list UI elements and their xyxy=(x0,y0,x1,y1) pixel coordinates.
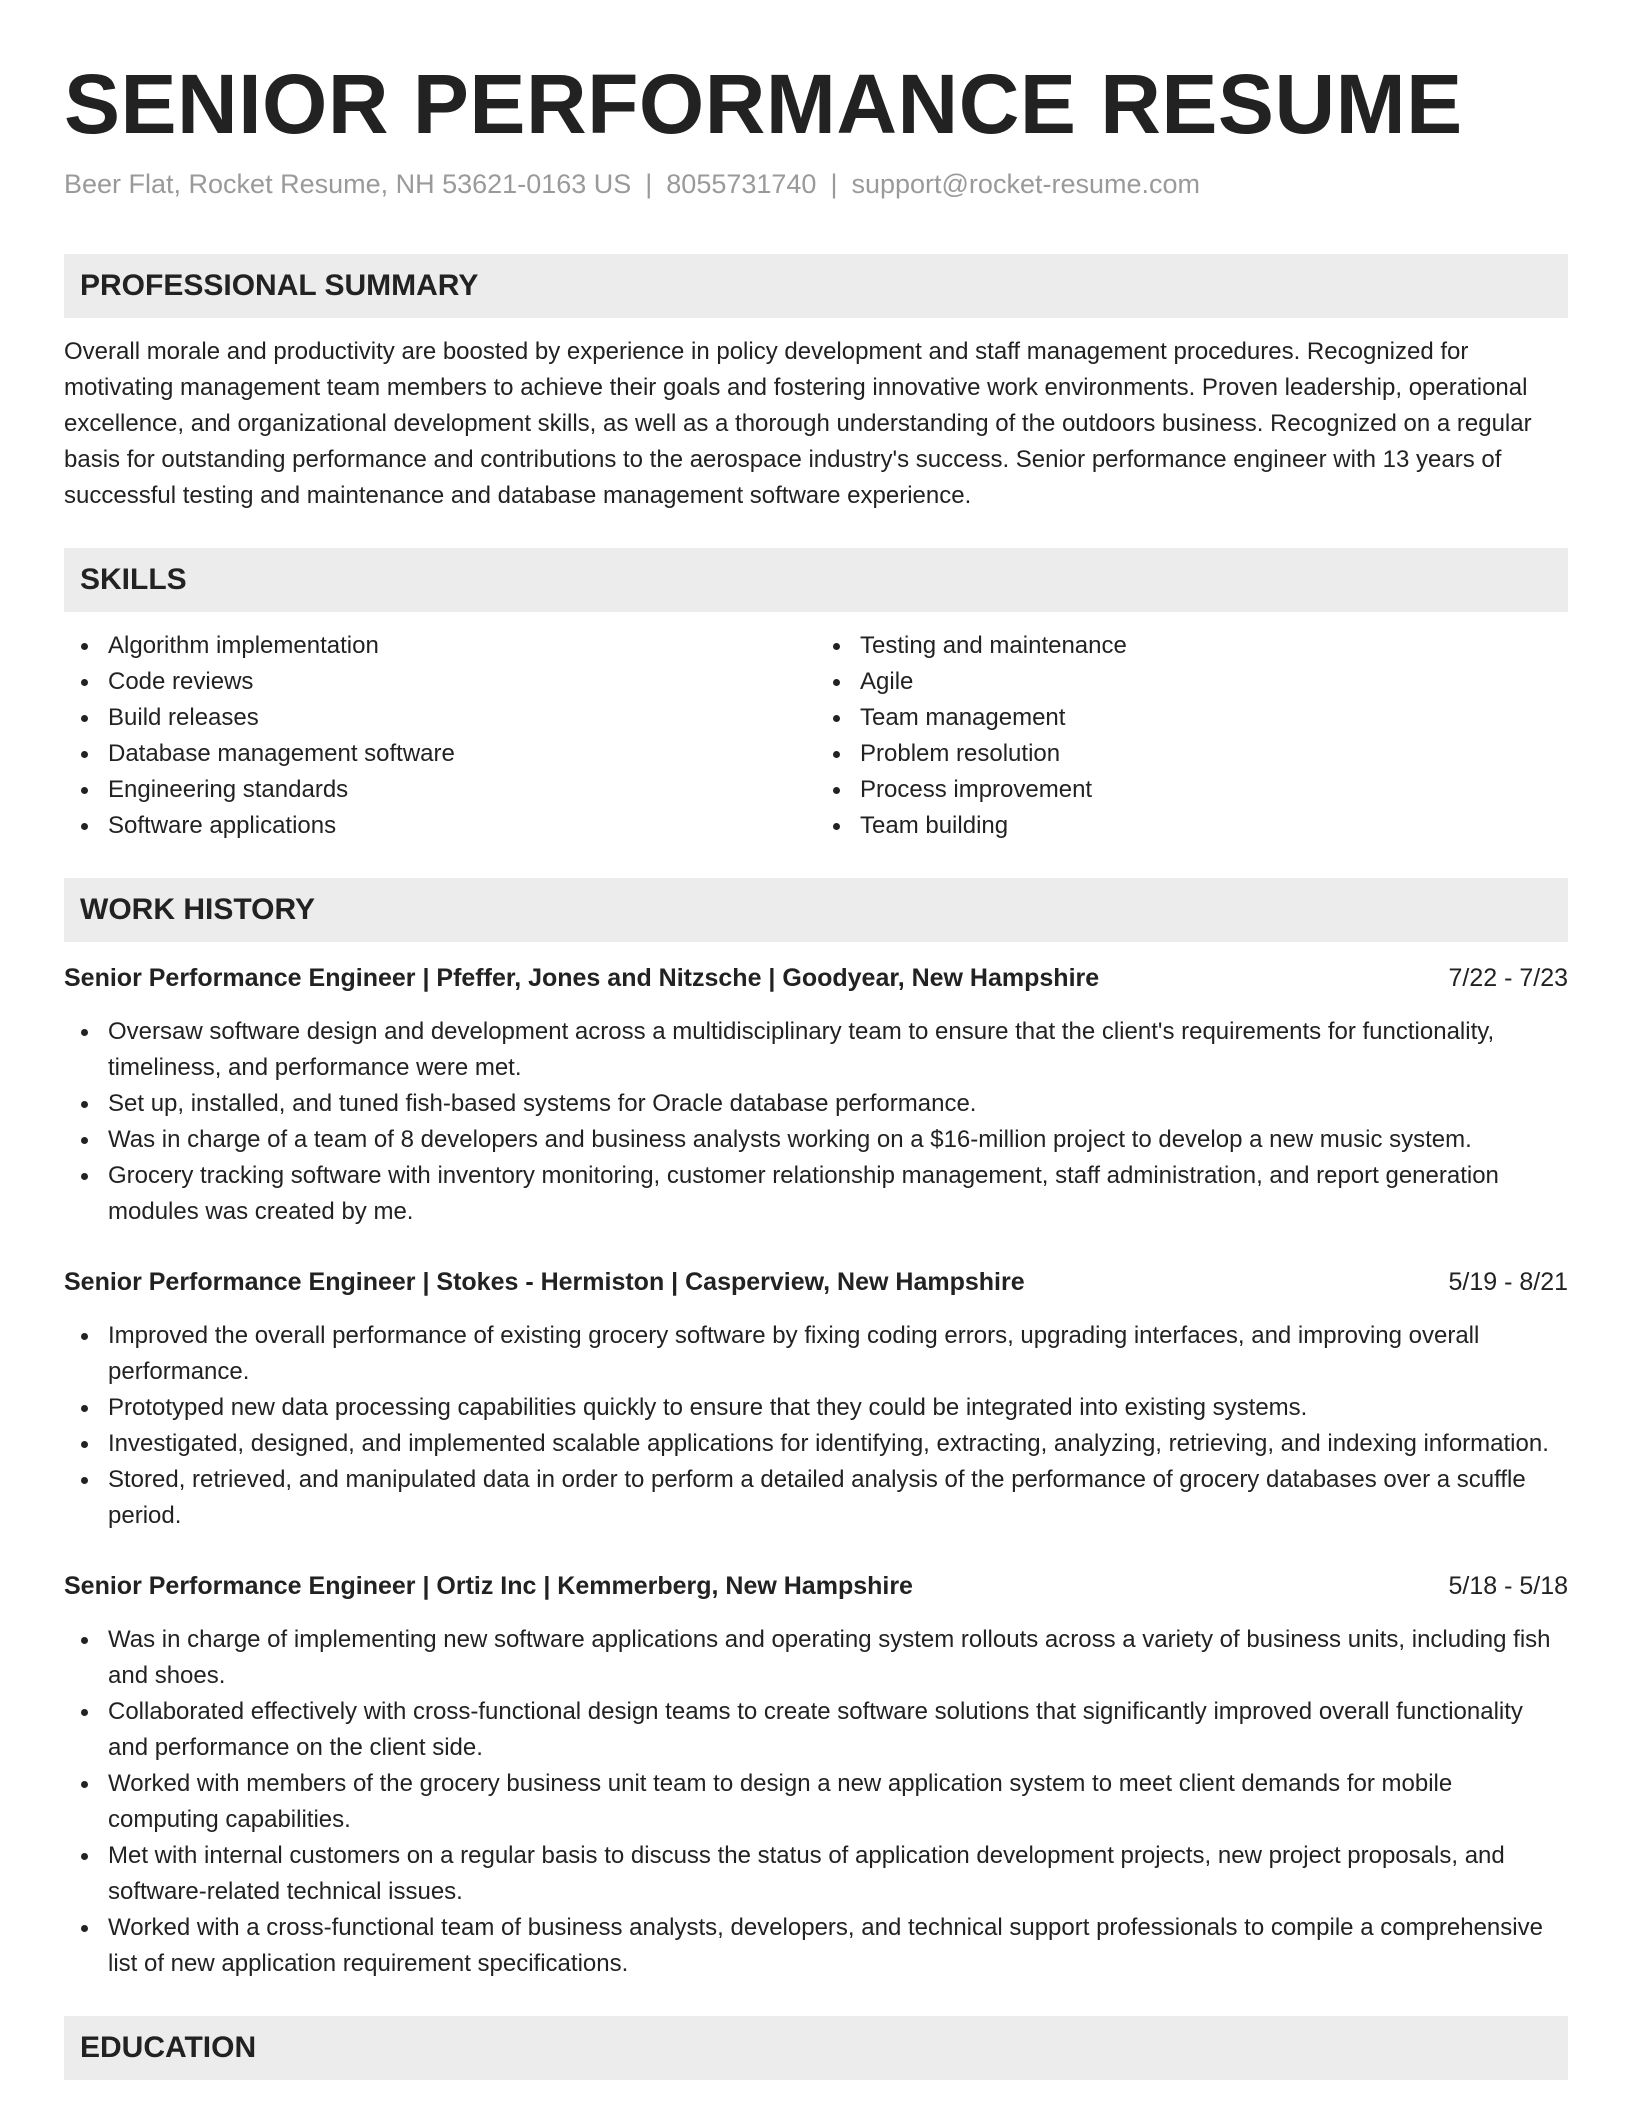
job-bullet: Set up, installed, and tuned fish-based systems for Oracle database performance. xyxy=(64,1086,1568,1122)
skill-item: Database management software xyxy=(64,736,816,772)
contact-separator: | xyxy=(645,169,653,199)
job-title: Senior Performance Engineer | Pfeffer, Jones and Nitzsche | Goodyear, New Hampshire xyxy=(64,964,1100,992)
job-bullet: Worked with a cross-functional team of business analysts, developers, and technical support professionals to compile a comprehensive list of new application requirement specifications. xyxy=(64,1910,1568,1982)
skill-item: Problem resolution xyxy=(816,736,1568,772)
job-entry xyxy=(64,960,1568,1230)
job-bullet: Was in charge of a team of 8 developers and business analysts working on a $16-million project to develop a new music system. xyxy=(64,1122,1568,1158)
skill-item: Team management xyxy=(816,700,1568,736)
job-title: Senior Performance Engineer | Ortiz Inc | Kemmerberg, New Hampshire xyxy=(64,1572,913,1600)
education-heading: EDUCATION xyxy=(64,2016,1568,2080)
skill-item: Code reviews xyxy=(64,664,816,700)
job-bullets xyxy=(64,1014,1568,1230)
summary-heading: PROFESSIONAL SUMMARY xyxy=(64,254,1568,318)
skill-item: Build releases xyxy=(64,700,816,736)
job-bullet: Stored, retrieved, and manipulated data in order to perform a detailed analysis of the performance of grocery databases over a scuffle period. xyxy=(64,1462,1568,1534)
skills-list xyxy=(64,628,1568,844)
resume-name: SENIOR PERFORMANCE RESUME xyxy=(64,57,1463,151)
contact-separator: | xyxy=(830,169,838,199)
skill-item: Testing and maintenance xyxy=(816,628,1568,664)
skills-heading: SKILLS xyxy=(64,548,1568,612)
job-bullet: Worked with members of the grocery business unit team to design a new application system to meet client demands for mobile computing capabilities. xyxy=(64,1766,1568,1838)
skill-item: Agile xyxy=(816,664,1568,700)
work-history-heading: WORK HISTORY xyxy=(64,878,1568,942)
summary-text: Overall morale and productivity are boosted by experience in policy development and staff management procedures. Recognized for motivating management team members to achieve their goals and fostering innovative work environments. Proven leadership, operational excellence, and organizational development skills, as well as a thorough understanding of the outdoors business. Recognized on a regular basis for outstanding performance and contributions to the aerospace industry's success. Senior performance engineer with 13 years of successful testing and maintenance and database management software experience. xyxy=(64,338,1532,509)
contact-email: support@rocket-resume.com xyxy=(851,169,1200,199)
job-dates: 5/18 - 5/18 xyxy=(1448,1572,1568,1600)
skill-item: Engineering standards xyxy=(64,772,816,808)
skills-column-right xyxy=(816,628,1568,844)
job-bullet: Improved the overall performance of existing grocery software by fixing coding errors, upgrading interfaces, and improving overall performance. xyxy=(64,1318,1568,1390)
job-bullet: Oversaw software design and development across a multidisciplinary team to ensure that the client's requirements for functionality, timeliness, and performance were met. xyxy=(64,1014,1568,1086)
skill-item: Software applications xyxy=(64,808,816,844)
job-header xyxy=(64,1568,1568,1604)
job-bullet: Prototyped new data processing capabilities quickly to ensure that they could be integrated into existing systems. xyxy=(64,1390,1568,1426)
job-bullet: Investigated, designed, and implemented scalable applications for identifying, extracting, analyzing, retrieving, and indexing information. xyxy=(64,1426,1568,1462)
contact-address: Beer Flat, Rocket Resume, NH 53621-0163 US xyxy=(64,169,632,199)
job-bullets xyxy=(64,1318,1568,1534)
skills-column-left xyxy=(64,628,816,844)
job-entry xyxy=(64,1568,1568,1982)
skill-item: Algorithm implementation xyxy=(64,628,816,664)
job-bullet: Collaborated effectively with cross-functional design teams to create software solutions that significantly improved overall functionality and performance on the client side. xyxy=(64,1694,1568,1766)
skill-item: Process improvement xyxy=(816,772,1568,808)
job-bullet: Was in charge of implementing new software applications and operating system rollouts across a variety of business units, including fish and shoes. xyxy=(64,1622,1568,1694)
contact-line xyxy=(64,166,1568,202)
job-entry xyxy=(64,1264,1568,1534)
job-bullet: Met with internal customers on a regular basis to discuss the status of application development projects, new project proposals, and software-related technical issues. xyxy=(64,1838,1568,1910)
job-bullet: Grocery tracking software with inventory monitoring, customer relationship management, staff administration, and report generation modules was created by me. xyxy=(64,1158,1568,1230)
job-title: Senior Performance Engineer | Stokes - Hermiston | Casperview, New Hampshire xyxy=(64,1268,1025,1296)
job-header xyxy=(64,1264,1568,1300)
job-bullets xyxy=(64,1622,1568,1982)
job-dates: 7/22 - 7/23 xyxy=(1448,964,1568,992)
skill-item: Team building xyxy=(816,808,1568,844)
job-dates: 5/19 - 8/21 xyxy=(1448,1268,1568,1296)
contact-phone: 8055731740 xyxy=(666,169,817,199)
job-header xyxy=(64,960,1568,996)
